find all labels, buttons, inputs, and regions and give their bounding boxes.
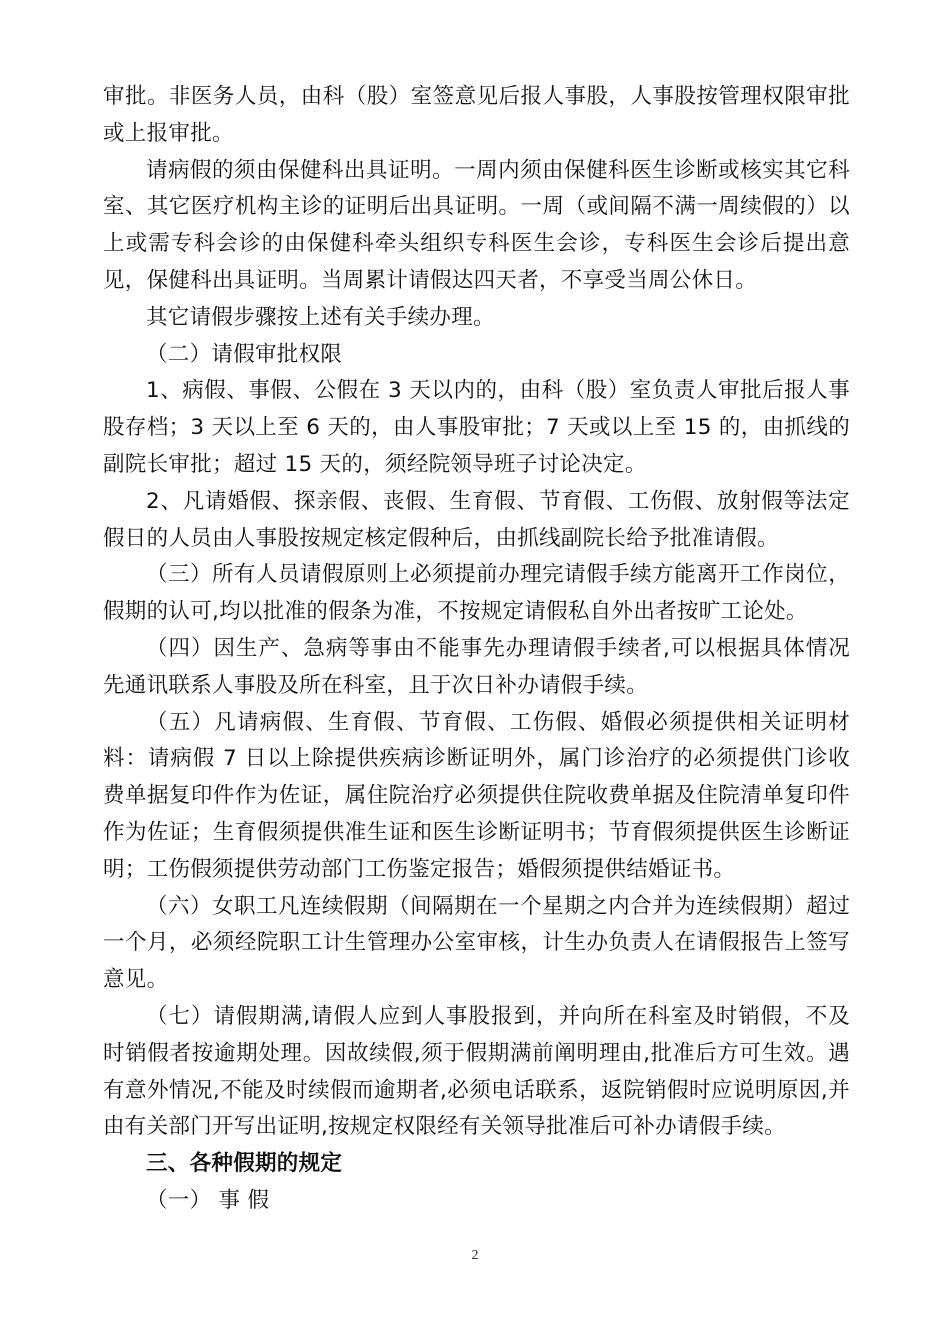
paragraph-clause-6: （六）女职工凡连续假期（间隔期在一个星期之内合并为连续假期）超过一个月，必须经院职工计生管理办公室审核，计生办负责人在请假报告上签写意见。 — [103, 893, 850, 993]
paragraph-clause-5: （五）凡请病假、生育假、节育假、工伤假、婚假必须提供相关证明材料：请病假 7 日以上除提供疾病诊断证明外，属门诊治疗的必须提供门诊收费单据复印件作为佐证，属住院治疗必须提供住院收费单据及住院清单复印件作为佐证；生育假须提供准生证和医生诊断证明书；节育假须提供医生诊断证明；工伤假须提供劳动部门工伤鉴定报告；婚假须提供结婚证书。 — [103, 709, 850, 882]
section-heading-approval-authority: （二）请假审批权限 — [146, 341, 343, 367]
paragraph-clause-3: （三）所有人员请假原则上必须提前办理完请假手续方能离开工作岗位，假期的认可,均以批准的假条为准，不按规定请假私自外出者按旷工论处。 — [103, 562, 850, 625]
paragraph-approval-item-2: 2、凡请婚假、探亲假、丧假、生育假、节育假、工伤假、放射假等法定假日的人员由人事股按规定核定假种后，由抓线副院长给予批准请假。 — [103, 488, 850, 551]
paragraph-clause-4: （四）因生产、急病等事由不能事先办理请假手续者,可以根据具体情况先通讯联系人事股及所在科室，且于次日补办请假手续。 — [103, 635, 850, 698]
subsection-heading-personal-leave: （一） 事 假 — [146, 1187, 270, 1213]
page-number: 2 — [471, 1248, 479, 1263]
paragraph-approval-item-1: 1、病假、事假、公假在 3 天以内的，由科（股）室负责人审批后报人事股存档；3 天以上至 6 天的，由人事股审批；7 天或以上至 15 的，由抓线的副院长审批；超过 15 天的，须经院领导班子讨论决定。 — [103, 378, 850, 477]
paragraph-clause-7: （七）请假期满,请假人应到人事股报到，并向所在科室及时销假，不及时销假者按逾期处理。因故续假,须于假期满前阐明理由,批准后方可生效。遇有意外情况,不能及时续假而逾期者,必须电话联系，返院销假时应说明原因,并由有关部门开写出证明,按规定权限经有关领导批准后可补办请假手续。 — [103, 1003, 850, 1140]
paragraph-sick-leave-certificate: 请病假的须由保健科出具证明。一周内须由保健科医生诊断或核实其它科室、其它医疗机构主诊的证明后出具证明。一周（或间隔不满一周续假的）以上或需专科会诊的由保健科牵头组织专科医生会诊，专科医生会诊后提出意见，保健科出具证明。当周累计请假达四天者，不享受当周公休日。 — [103, 157, 850, 293]
section-heading-leave-types: 三、各种假期的规定 — [146, 1151, 343, 1177]
paragraph-other-leave-steps: 其它请假步骤按上述有关手续办理。 — [146, 304, 495, 330]
document-body — [103, 79, 850, 1220]
paragraph-approval-continued: 审批。非医务人员，由科（股）室签意见后报人事股，人事股按管理权限审批或上报审批。 — [103, 84, 850, 146]
